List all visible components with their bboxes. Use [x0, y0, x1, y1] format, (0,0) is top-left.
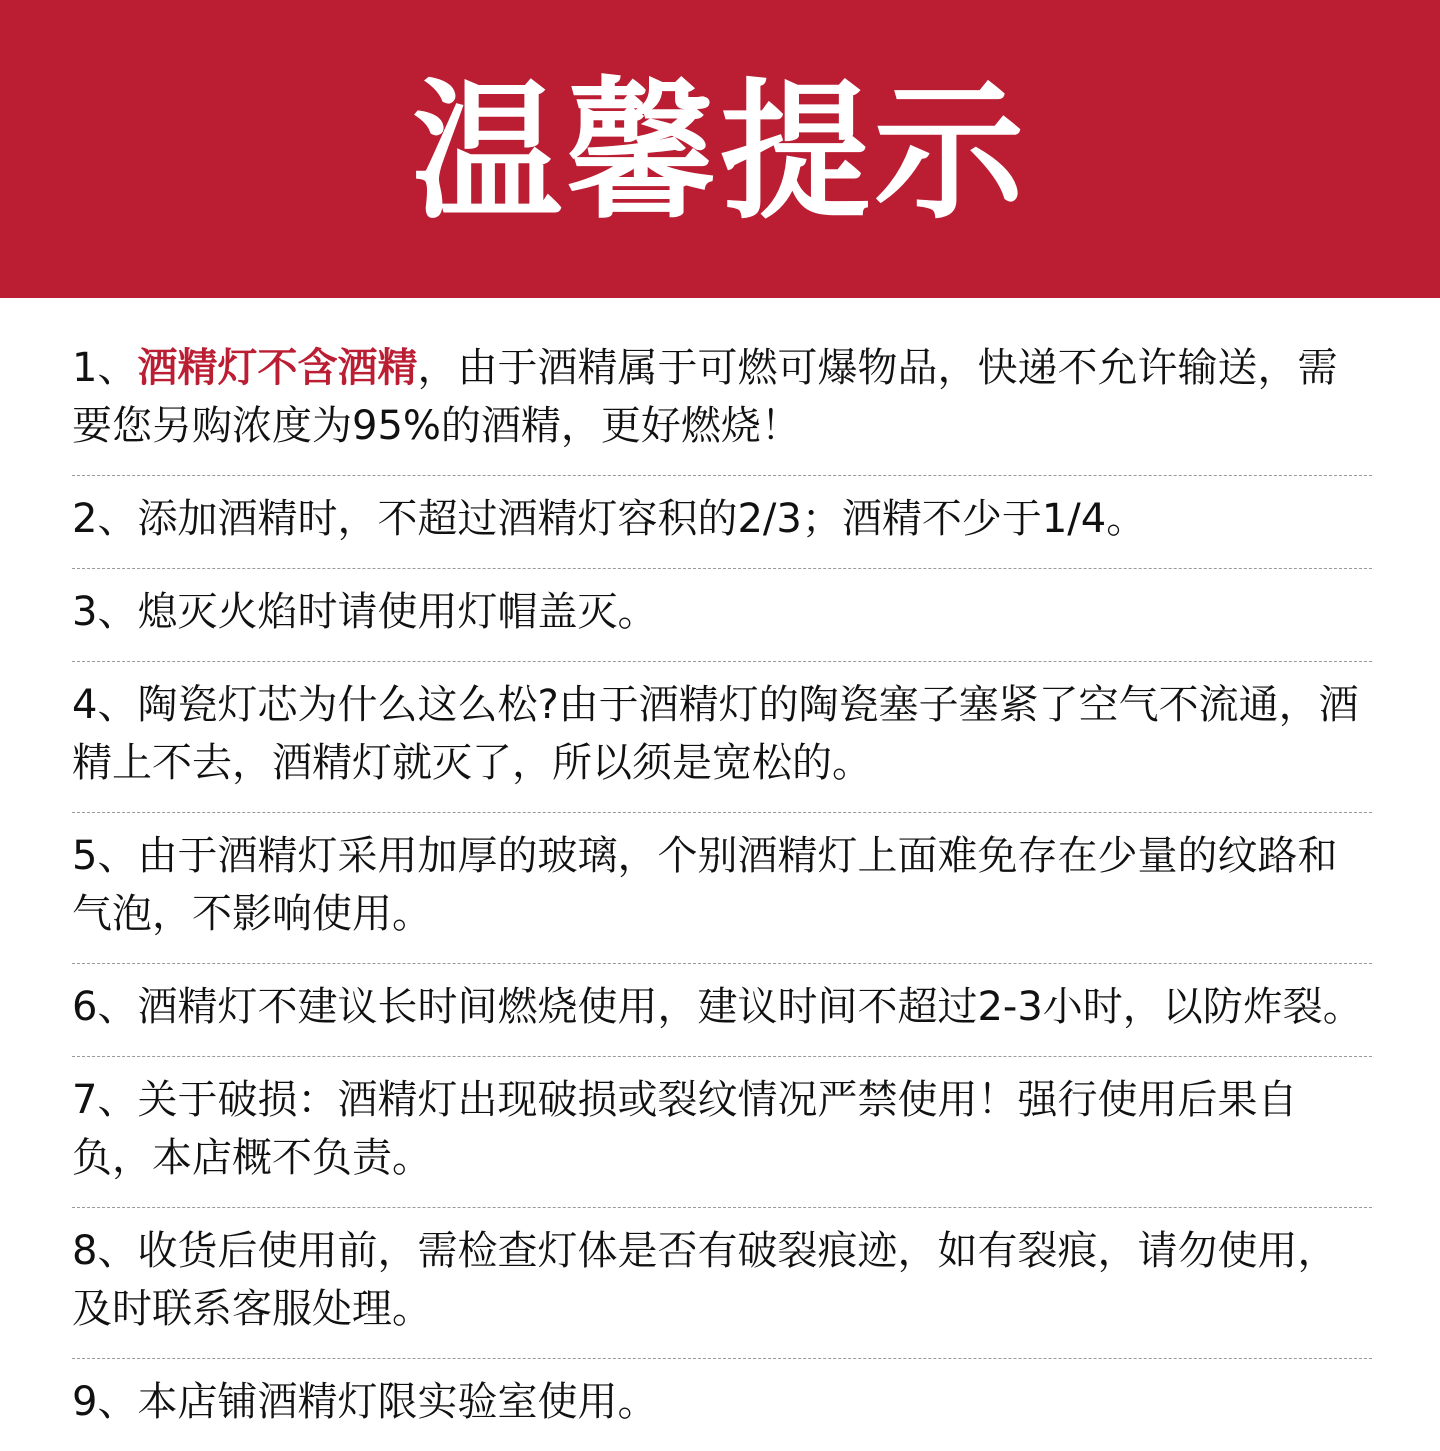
notice-text: 酒精灯不建议长时间燃烧使用，建议时间不超过2-3小时，以防炸裂。: [137, 984, 1363, 1030]
notice-item-7: [72, 1057, 1372, 1208]
notice-text: 关于破损：酒精灯出现破损或裂纹情况严禁使用！强行使用后果自负，本店概不负责。: [72, 1077, 1298, 1181]
notice-highlight: 酒精灯不含酒精: [137, 345, 418, 391]
notice-text: 本店铺酒精灯限实验室使用。: [137, 1379, 658, 1425]
notice-number: 9、: [72, 1379, 138, 1425]
notice-item-1: [72, 325, 1372, 476]
notice-text: 添加酒精时，不超过酒精灯容积的2/3；酒精不少于1/4。: [137, 496, 1147, 542]
notice-number: 6、: [72, 984, 138, 1030]
notice-text: 陶瓷灯芯为什么这么松?由于酒精灯的陶瓷塞子塞紧了空气不流通，酒精上不去，酒精灯就灭了，所以须是宽松的。: [72, 682, 1359, 786]
notice-number: 5、: [72, 833, 138, 879]
notice-item-8: [72, 1208, 1372, 1359]
header-banner: [0, 0, 1440, 298]
notice-number: 7、: [72, 1077, 138, 1123]
notice-number: 1、: [72, 345, 138, 391]
notice-number: 2、: [72, 496, 138, 542]
notice-item-5: [72, 813, 1372, 964]
notice-number: 3、: [72, 589, 138, 635]
notice-number: 8、: [72, 1228, 138, 1274]
notice-number: 4、: [72, 682, 138, 728]
notice-text: 收货后使用前，需检查灯体是否有破裂痕迹，如有裂痕，请勿使用，及时联系客服处理。: [72, 1228, 1338, 1332]
notice-text: 由于酒精灯采用加厚的玻璃，个别酒精灯上面难免存在少量的纹路和气泡，不影响使用。: [72, 833, 1338, 937]
notice-list: [72, 325, 1372, 1451]
notice-item-4: [72, 662, 1372, 813]
notice-item-9: [72, 1359, 1372, 1451]
notice-text: ，由于酒精属于可燃可爆物品，快递不允许输送，需要您另购浓度为95%的酒精，更好燃烧！: [72, 345, 1338, 449]
notice-item-3: [72, 569, 1372, 662]
notice-item-6: [72, 964, 1372, 1057]
page-title: 温馨提示: [411, 66, 1028, 240]
notice-item-2: [72, 476, 1372, 569]
notice-text: 熄灭火焰时请使用灯帽盖灭。: [137, 589, 658, 635]
